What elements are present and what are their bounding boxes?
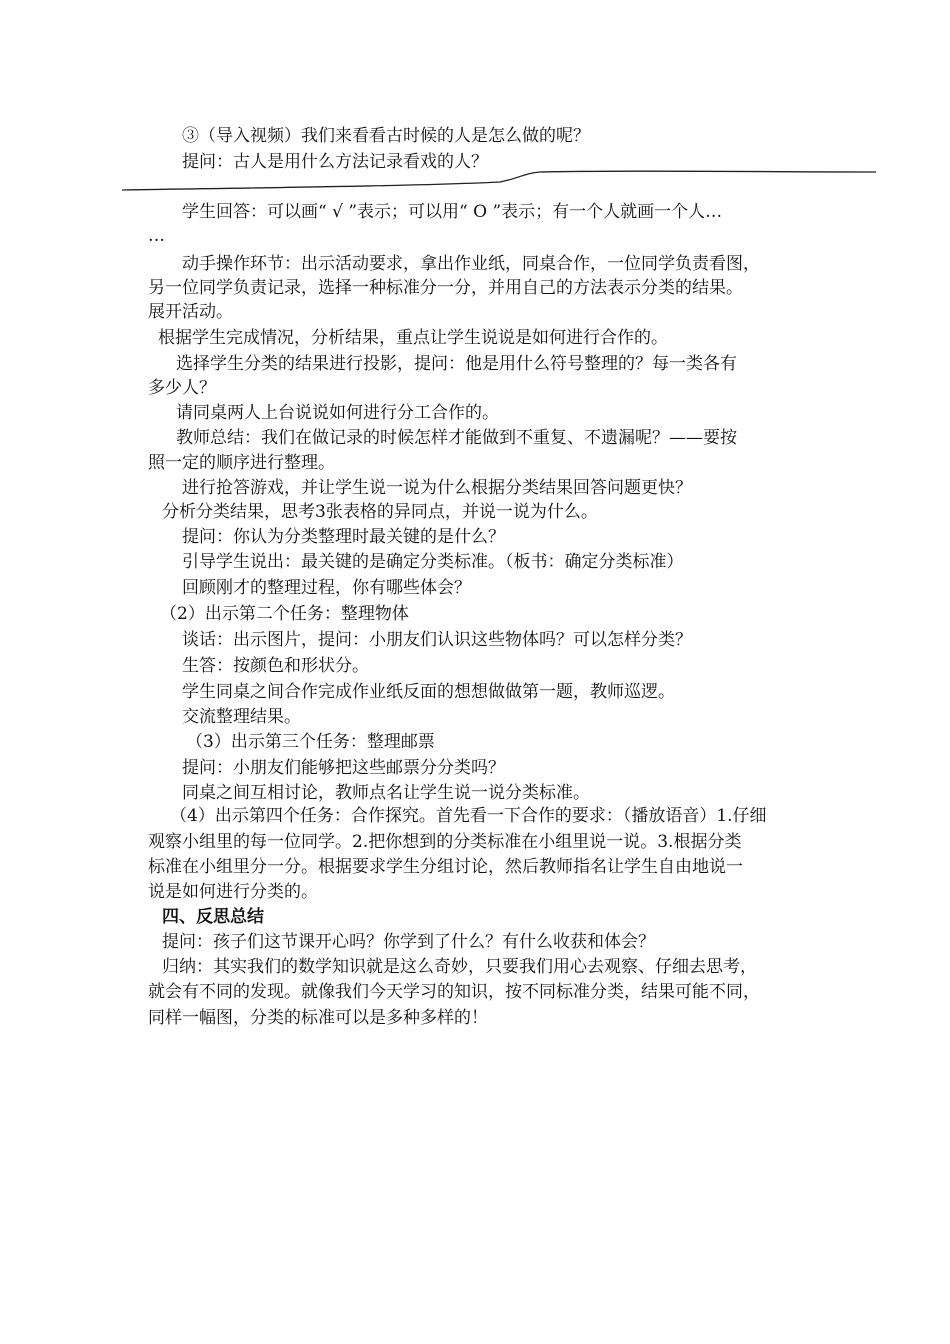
paragraph-line: 根据学生完成情况，分析结果，重点让学生说说是如何进行合作的。	[158, 328, 668, 348]
paragraph-line: 进行抢答游戏，并让学生说一说为什么根据分类结果回答问题更快？	[182, 478, 692, 498]
section-heading-task2: （2）出示第二个任务：整理物体	[160, 604, 409, 624]
paragraph-line: 回顾刚才的整理过程，你有哪些体会？	[182, 578, 471, 598]
intro-video-line: ③（导入视频）我们来看看古时候的人是怎么做的呢？	[182, 126, 590, 146]
paragraph-line: 学生同桌之间合作完成作业纸反面的想想做做第一题，教师巡逻。	[182, 682, 675, 702]
paragraph-line: 提问：孩子们这节课开心吗？你学到了什么？有什么收获和体会？	[162, 932, 655, 952]
section-heading-task3: （3）出示第三个任务：整理邮票	[186, 732, 435, 752]
paragraph-line: 标准在小组里分一分。根据要求学生分组讨论，然后教师指名让学生自由地说一	[148, 857, 743, 877]
paragraph-line: 同桌之间互相讨论，教师点名让学生说一说分类标准。	[182, 783, 590, 803]
paragraph-line: 提问：小朋友们能够把这些邮票分分类吗？	[182, 758, 505, 778]
paragraph-line: 生答：按颜色和形状分。	[182, 656, 369, 676]
paragraph-line: 提问：你认为分类整理时最关键的是什么？	[182, 527, 505, 547]
paragraph-line: …	[148, 226, 165, 246]
page-break-curve	[120, 168, 880, 198]
section-heading-task4: （4）出示第四个任务：合作探究。首先看一下合作的要求：（播放语音）1.仔细	[170, 806, 767, 826]
paragraph-line: 多少人？	[148, 378, 216, 398]
paragraph-line: 照一定的顺序进行整理。	[148, 453, 335, 473]
paragraph-line: 学生回答：可以画“ √ ”表示；可以用“ O ”表示；有一个人就画一个人…	[182, 202, 723, 222]
paragraph-line: 归纳：其实我们的数学知识就是这么奇妙，只要我们用心去观察、仔细去思考，	[162, 957, 757, 977]
paragraph-line: 交流整理结果。	[182, 707, 301, 727]
paragraph-line: 观察小组里的每一位同学。2.把你想到的分类标准在小组里说一说。3.根据分类	[148, 832, 742, 852]
paragraph-line: 请同桌两人上台说说如何进行分工合作的。	[176, 403, 499, 423]
paragraph-line: 分析分类结果，思考3张表格的异同点，并说一说为什么。	[162, 502, 598, 522]
section-heading-reflection: 四、反思总结	[162, 907, 264, 927]
paragraph-line: 就会有不同的发现。就像我们今天学习的知识，按不同标准分类，结果可能不同，	[148, 982, 760, 1002]
paragraph-line: 动手操作环节：出示活动要求，拿出作业纸，同桌合作，一位同学负责看图，	[182, 254, 760, 274]
paragraph-line: 选择学生分类的结果进行投影，提问：他是用什么符号整理的？每一类各有	[176, 354, 737, 374]
paragraph-line: 教师总结：我们在做记录的时候怎样才能做到不重复、不遗漏呢？——要按	[176, 428, 737, 448]
paragraph-line: 引导学生说出：最关键的是确定分类标准。（板书：确定分类标准）	[182, 552, 684, 572]
paragraph-line: 同样一幅图，分类的标准可以是多种多样的！	[148, 1008, 488, 1028]
paragraph-line: 说是如何进行分类的。	[148, 882, 318, 902]
paragraph-line: 谈话：出示图片，提问：小朋友们认识这些物体吗？可以怎样分类？	[182, 630, 692, 650]
question-line: 提问：古人是用什么方法记录看戏的人？	[182, 152, 488, 172]
paragraph-line: 另一位同学负责记录，选择一种标准分一分，并用自己的方法表示分类的结果。	[148, 278, 743, 298]
paragraph-line: 展开活动。	[148, 302, 233, 322]
